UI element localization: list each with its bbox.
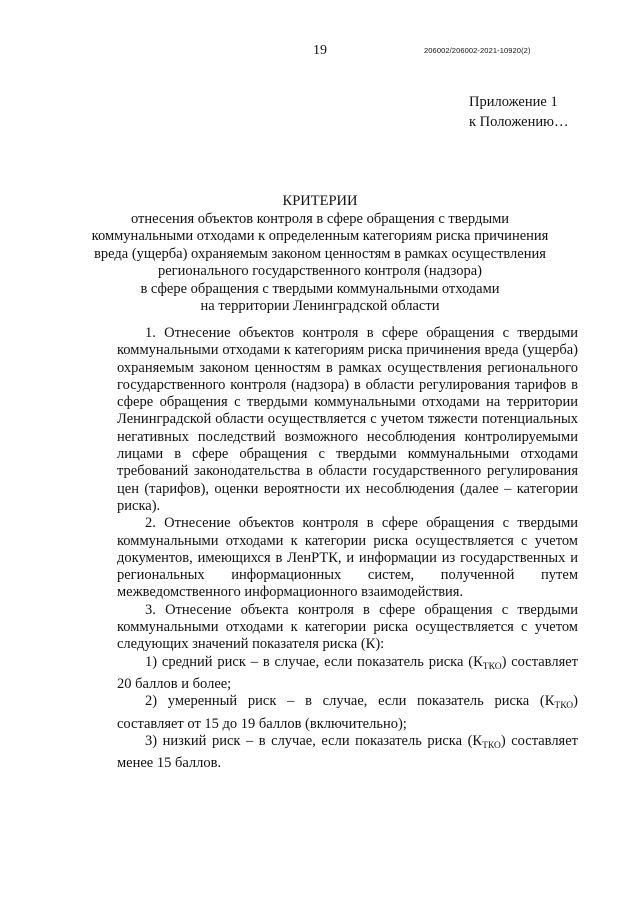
title-line-1: отнесения объектов контроля в сфере обращения с твердыми [130, 210, 510, 227]
risk-item-moderate [117, 693, 578, 733]
title-line-6: на территории Ленинградской области [200, 298, 440, 314]
paragraph-3: 3. Отнесение объекта контроля в сфере обращения с твердыми коммунальными отходами к категории риска осуществляется с учетом следующих значений показателя риска (К): [117, 601, 578, 653]
risk-item-medium-text: 1) средний риск – в случае, если показатель риска (К [145, 653, 483, 670]
appendix-line-1: Приложение 1 [469, 94, 558, 110]
k-subscript: ТКО [482, 740, 501, 751]
paragraph-1: 1. Отнесение объектов контроля в сфере обращения с твердыми коммунальными отходами к категориям риска причинения вреда (ущерба) охраняемым законом ценностям в рамках осуществления регионального государственного контроля (надзора) в области регулирования тарифов в сфере обращения с твердыми коммунальными отходами на территории Ленинградской области осуществляется с учетом тяжести потенциальных негативных последствий возможного несоблюдения контролируемыми лицами в сфере обращения с твердыми коммунальными отходами требований законодательства в области государственного регулирования цен (тарифов), оценки вероятности их несоблюдения (далее – категории риска). [117, 325, 578, 514]
risk-item-low-text: 3) низкий риск – в случае, если показатель риска (К [145, 732, 483, 749]
title-line-5: в сфере обращения с твердыми коммунальными отходами [140, 280, 500, 297]
risk-item-moderate-text-end: ) составляет от 15 до 19 баллов (включительно); [117, 693, 578, 732]
paragraph-2: 2. Отнесение объектов контроля в сфере обращения с твердыми коммунальными отходами к категории риска осуществляется с учетом документов, имеющихся в ЛенРТК, и информации из государственных и региональных информационных систем, полученной путем межведомственного информационного взаимодействия. [117, 515, 578, 601]
page-number: 19 [313, 43, 327, 58]
document-title [0, 193, 640, 316]
title-line-4: регионального государственного контроля (надзора) [158, 263, 482, 279]
appendix-reference [469, 92, 568, 132]
k-subscript: ТКО [482, 661, 502, 672]
document-body [117, 325, 578, 772]
risk-item-medium-text-end: ) составляет 20 баллов и более; [117, 653, 579, 692]
title-line-2: коммунальными отходами к определенным категориям риска причинения [91, 228, 549, 244]
appendix-line-2: к Положению… [469, 114, 569, 130]
risk-item-moderate-text: 2) умеренный риск – в случае, если показатель риска (К [145, 693, 555, 710]
title-line-3: вреда (ущерба) охраняемым законом ценностям в рамках осуществления [94, 245, 546, 262]
risk-item-low-text-end: ) составляет менее 15 баллов. [117, 732, 579, 772]
document-code: 206002/206002-2021-10920(2) [424, 46, 531, 55]
title-heading: КРИТЕРИИ [282, 193, 358, 209]
risk-item-low [117, 733, 578, 773]
k-subscript: ТКО [554, 701, 574, 712]
risk-item-medium [117, 654, 578, 694]
